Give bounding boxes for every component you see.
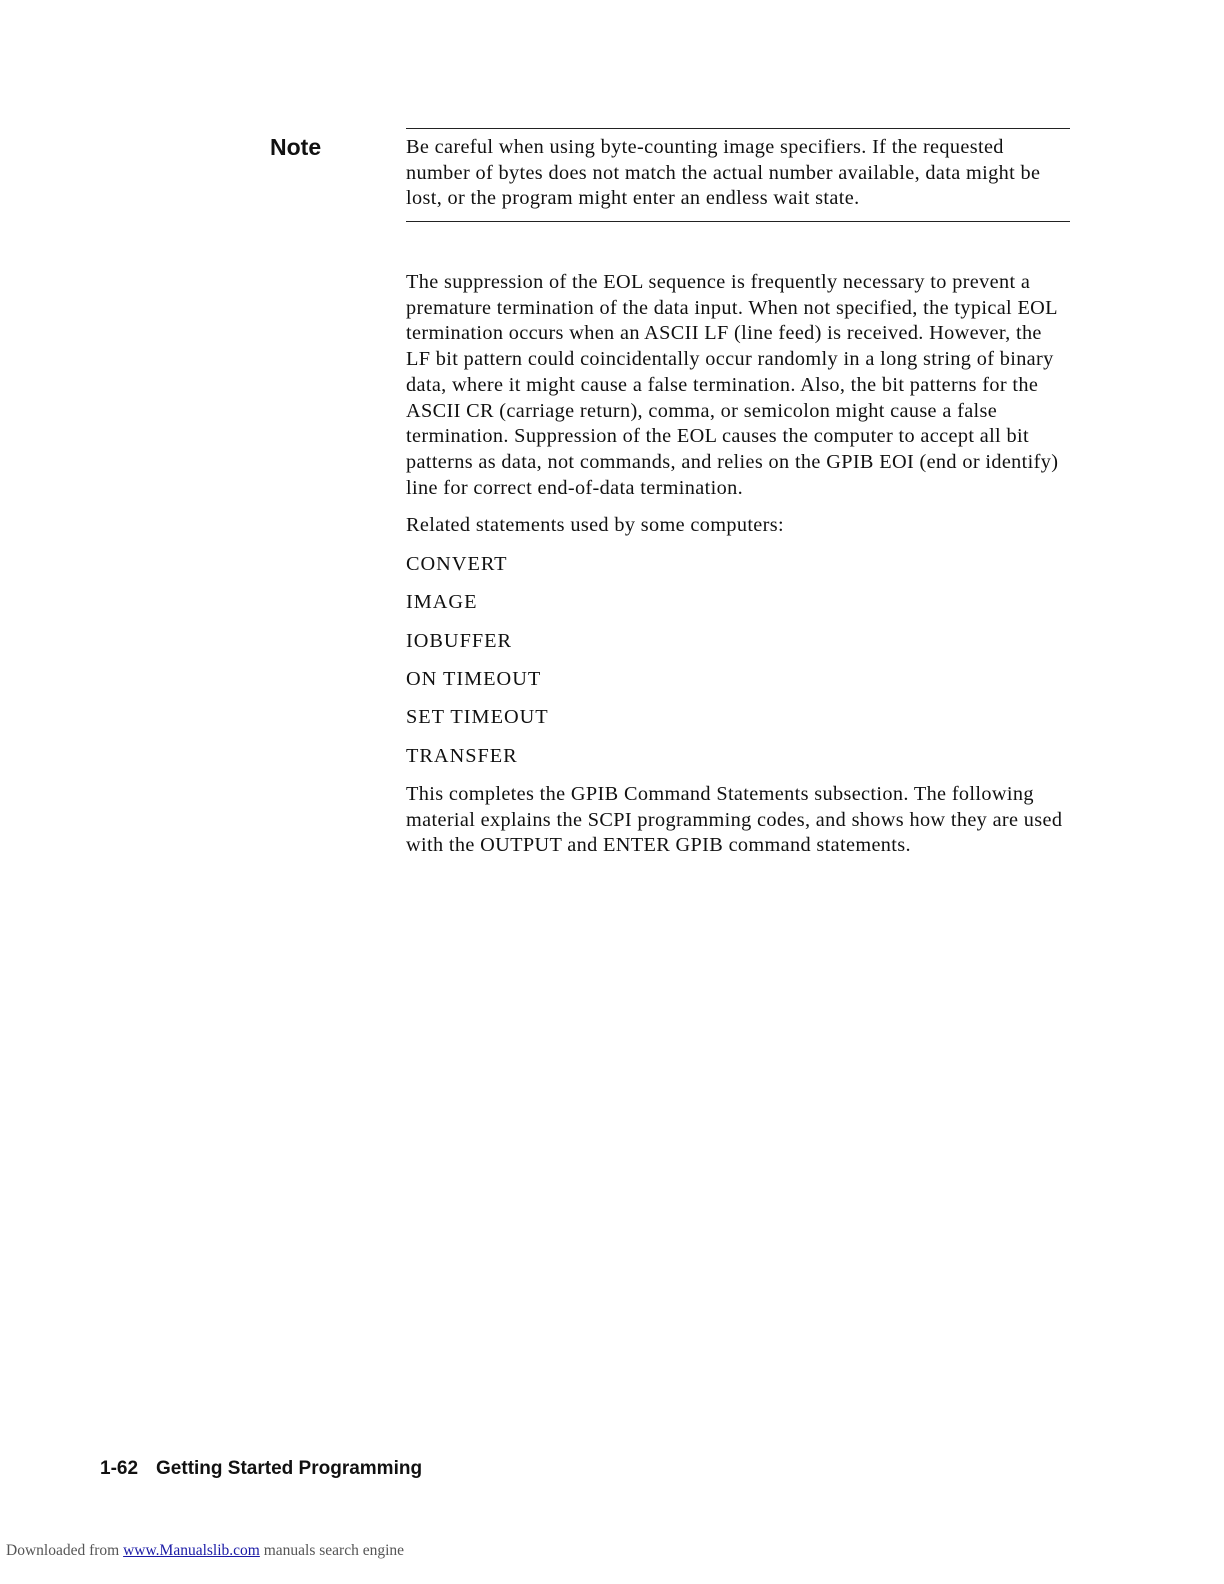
page-number: 1-62 — [100, 1458, 139, 1479]
section-title: Getting Started Programming — [156, 1458, 423, 1479]
page-footer — [100, 1458, 422, 1480]
main-content — [406, 270, 1070, 859]
download-prefix: Downloaded from — [6, 1542, 120, 1559]
note-text: Be careful when using byte-counting image specifiers. If the requested number of bytes does not match the actual number available, data might be lost, or the program might enter an endless wait state. — [406, 136, 1041, 209]
related-statement-image: IMAGE — [406, 591, 478, 614]
related-statement-transfer: TRANSFER — [406, 744, 518, 767]
related-statements-intro: Related statements used by some computers: — [406, 514, 784, 537]
note-label: Note — [270, 134, 322, 160]
related-statement-set-timeout: SET TIMEOUT — [406, 706, 549, 729]
download-suffix: manuals search engine — [263, 1542, 405, 1559]
related-statements-list — [406, 552, 1070, 770]
related-statement-iobuffer: IOBUFFER — [406, 629, 513, 652]
download-banner — [6, 1542, 404, 1560]
note-box — [406, 128, 1070, 222]
eol-suppression-paragraph: The suppression of the EOL sequence is frequently necessary to prevent a premature termination of the data input. When not specified, the typical EOL termination occurs when an ASCII LF (line feed) is received. However, the LF bit pattern could coincidentally occur randomly in a long string of binary data, where it might cause a false termination. Also, the bit patterns for the ASCII CR (carriage return), comma, or semicolon might cause a false termination. Suppression of the EOL causes the computer to accept all bit patterns as data, not commands, and relies on the GPIB EOI (end or identify) line for correct end-of-data termination. — [406, 271, 1059, 499]
related-statement-convert: CONVERT — [406, 552, 508, 575]
subsection-conclusion-paragraph: This completes the GPIB Command Statements subsection. The following material explains the SCPI programming codes, and shows how they are used with the OUTPUT and ENTER GPIB command statements. — [406, 783, 1063, 857]
manualslib-link[interactable]: www.Manualslib.com — [123, 1542, 260, 1559]
related-statement-on-timeout: ON TIMEOUT — [406, 667, 542, 690]
